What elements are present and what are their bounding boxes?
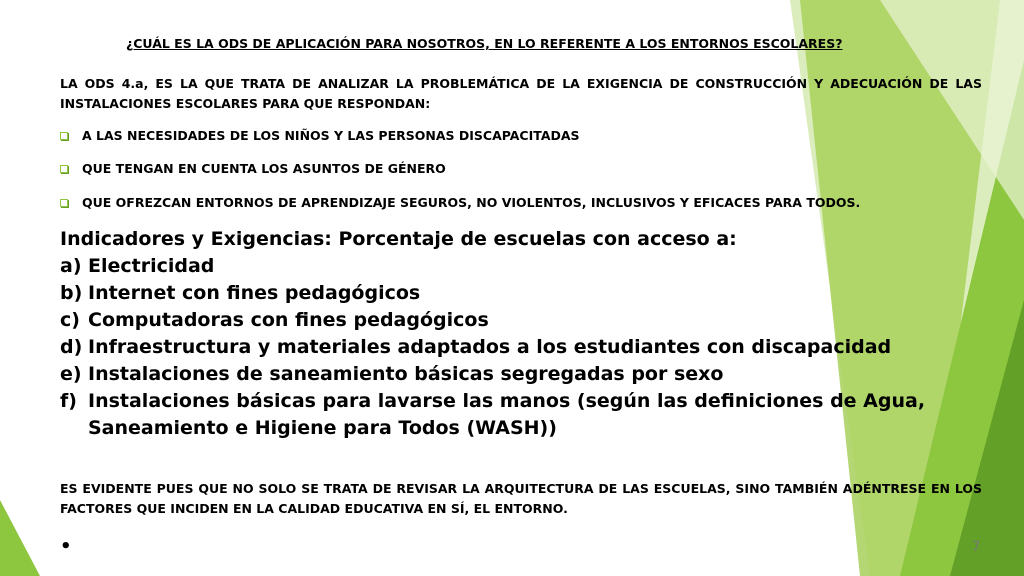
square-bullet-icon <box>60 165 68 173</box>
closing-paragraph: ES EVIDENTE PUES QUE NO SOLO SE TRATA DE REVISAR LA ARQUITECTURA DE LAS ESCUELAS, SINO TAMBIÉN ADÉNTRESE EN LOS FACTORES QUE INCIDEN EN LA CALIDAD EDUCATIVA EN SÍ, EL ENTORNO. <box>60 481 982 516</box>
indicator-letter: f) <box>60 390 77 412</box>
page-number: 7 <box>972 540 981 555</box>
green-triangle-bottom-left <box>0 500 40 576</box>
indicator-item <box>60 307 985 334</box>
indicator-text: Computadoras con fines pedagógicos <box>88 309 489 331</box>
indicator-text: Instalaciones básicas para lavarse las manos (según las definiciones de Agua, Saneamiento e Higiene para Todos (WASH)) <box>88 390 926 439</box>
indicator-letter: c) <box>60 309 80 331</box>
indicator-item <box>60 334 985 361</box>
empty-bullet: • <box>60 536 72 557</box>
bullet-text: QUE TENGAN EN CUENTA LOS ASUNTOS DE GÉNERO <box>82 161 446 176</box>
indicator-letter: a) <box>60 255 82 277</box>
indicator-text: Infraestructura y materiales adaptados a los estudiantes con discapacidad <box>88 336 892 358</box>
bullet-item <box>60 128 580 143</box>
slide-heading: ¿CUÁL ES LA ODS DE APLICACIÓN PARA NOSOTROS, EN LO REFERENTE A LOS ENTORNOS ESCOLARES? <box>126 36 843 51</box>
indicators-title: Indicadores y Exigencias: Porcentaje de escuelas con acceso a: <box>60 228 737 250</box>
indicator-item <box>60 361 985 388</box>
indicator-text: Electricidad <box>88 255 215 277</box>
bullet-text: A LAS NECESIDADES DE LOS NIÑOS Y LAS PERSONAS DISCAPACITADAS <box>82 128 580 143</box>
square-bullet-icon <box>60 199 68 207</box>
indicator-item <box>60 280 985 307</box>
indicator-item <box>60 253 985 280</box>
indicator-item <box>60 388 985 442</box>
indicator-text: Internet con fines pedagógicos <box>88 282 421 304</box>
intro-paragraph: LA ODS 4.a, ES LA QUE TRATA DE ANALIZAR LA PROBLEMÁTICA DE LA EXIGENCIA DE CONSTRUCCIÓN Y ADECUACIÓN DE LAS INSTALACIONES ESCOLARES PARA QUE RESPONDAN: <box>60 76 982 111</box>
indicator-letter: b) <box>60 282 83 304</box>
square-bullet-icon <box>60 132 68 140</box>
bullet-item <box>60 195 860 210</box>
indicator-letter: d) <box>60 336 83 358</box>
indicator-text: Instalaciones de saneamiento básicas segregadas por sexo <box>88 363 724 385</box>
bullet-item <box>60 161 446 176</box>
indicator-letter: e) <box>60 363 82 385</box>
bullet-text: QUE OFREZCAN ENTORNOS DE APRENDIZAJE SEGUROS, NO VIOLENTOS, INCLUSIVOS Y EFICACES PARA TODOS. <box>82 195 861 210</box>
